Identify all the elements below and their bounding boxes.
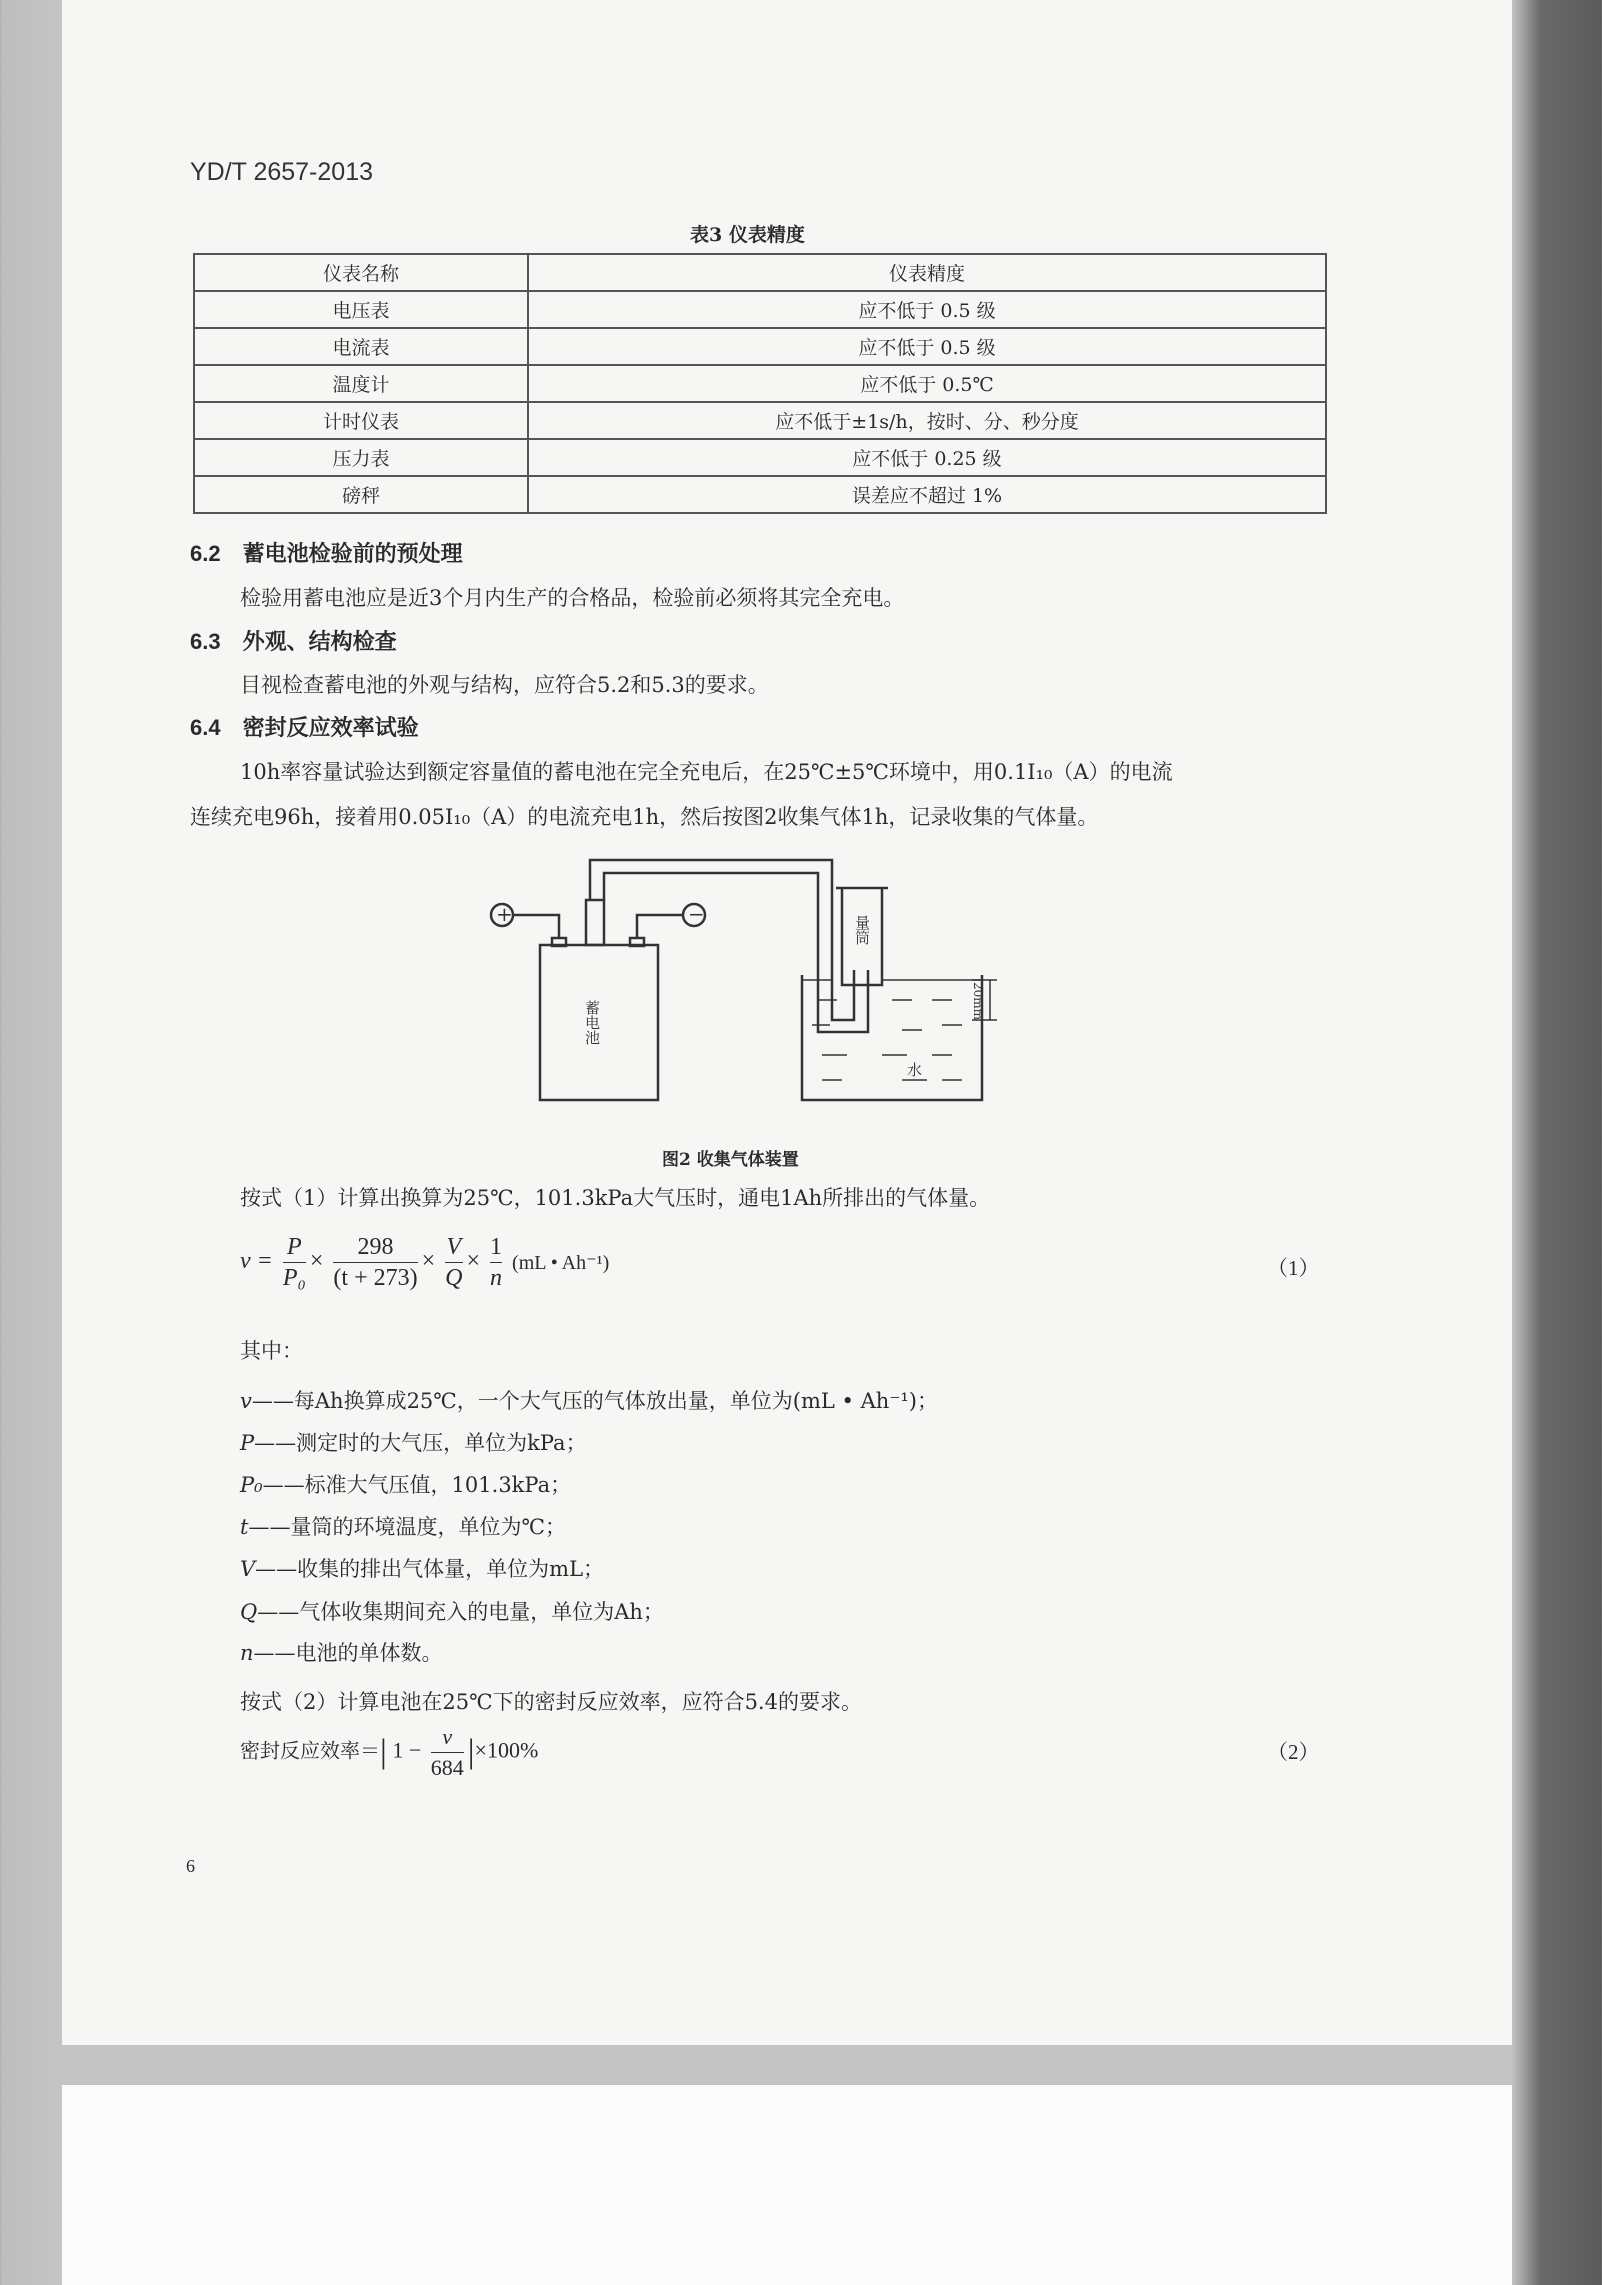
page-number: 6 (186, 1856, 195, 1876)
cell: 磅秤 (194, 476, 528, 513)
table-row (194, 328, 1326, 365)
terminal (630, 938, 644, 946)
equation-2-intro: 按式（2）计算电池在25℃下的密封反应效率，应符合5.4的要求。 (240, 1690, 862, 1714)
cell: 压力表 (194, 439, 528, 476)
cell: 应不低于 0.5 级 (528, 328, 1326, 365)
table-row (194, 402, 1326, 439)
table-caption: 表3 仪表精度 (690, 224, 805, 246)
definition-Q: Q——气体收集期间充入的电量，单位为Ah； (240, 1600, 664, 1624)
cell: 应不低于±1s/h，按时、分、秒分度 (528, 402, 1326, 439)
table-row (194, 365, 1326, 402)
standard-number: YD/T 2657-2013 (190, 158, 373, 186)
gas-collection-diagram (462, 840, 1102, 1110)
header-cell: 仪表精度 (528, 254, 1326, 291)
definition-n: n——电池的单体数。 (240, 1641, 443, 1665)
table-row (194, 476, 1326, 513)
definition-V: V——收集的排出气体量，单位为mL； (240, 1557, 605, 1581)
plus-label: + (496, 902, 513, 926)
table-header-row (194, 254, 1326, 291)
section-6-2-heading: 6.2 蓄电池检验前的预处理 (190, 541, 463, 566)
document-page (62, 0, 1512, 2045)
battery-label: 蓄电池 (583, 1000, 601, 1045)
where-label: 其中： (240, 1339, 303, 1363)
section-6-4-heading: 6.4 密封反应效率试验 (190, 715, 419, 740)
section-6-4-line2: 连续充电96h，接着用0.05I₁₀（A）的电流充电1h，然后按图2收集气体1h，记录收集的气体量。 (190, 805, 1099, 829)
equation-2-number: （2） (1267, 1740, 1320, 1764)
cell: 计时仪表 (194, 402, 528, 439)
section-6-3-heading: 6.3 外观、结构检查 (190, 629, 397, 654)
cell: 电压表 (194, 291, 528, 328)
section-6-4-line1: 10h率容量试验达到额定容量值的蓄电池在完全充电后，在25℃±5℃环境中，用0.1I₁₀（A）的电流 (240, 760, 1173, 784)
equation-1-number: （1） (1267, 1256, 1320, 1280)
water-label: 水 (907, 1061, 923, 1079)
equation-1: v = $\frac{P}{\text{P₀}}$ × $\frac{298}{(t + 273)}$ × $\frac{V}{Q}$ × $\frac{1}{n}$ (mL • Ah⁻¹) (240, 1234, 610, 1291)
water-tank (802, 975, 982, 1100)
cell: 温度计 (194, 365, 528, 402)
cylinder-label: 量筒 (853, 915, 871, 945)
definition-v: v——每Ah换算成25℃，一个大气压的气体放出量，单位为(mL • Ah⁻¹)； (240, 1389, 938, 1413)
definition-p: P——测定时的大气压，单位为kPa； (240, 1431, 587, 1455)
next-page (62, 2085, 1512, 2285)
equation-1-intro: 按式（1）计算出换算为25℃，101.3kPa大气压时，通电1Ah所排出的气体量。 (240, 1186, 991, 1210)
vent-plug (586, 900, 604, 945)
water-lines (812, 1000, 962, 1080)
table-row (194, 439, 1326, 476)
cell: 应不低于 0.5 级 (528, 291, 1326, 328)
cell: 误差应不超过 1% (528, 476, 1326, 513)
table-row (194, 291, 1326, 328)
definition-t: t——量筒的环境温度，单位为℃； (240, 1515, 566, 1539)
section-6-3-text: 目视检查蓄电池的外观与结构，应符合5.2和5.3的要求。 (240, 673, 769, 697)
cell: 应不低于 0.5℃ (528, 365, 1326, 402)
header-cell: 仪表名称 (194, 254, 528, 291)
equation-2: 密封反应效率＝| 1 − $\frac{v}{684}$ |×100% (240, 1724, 539, 1780)
cell: 应不低于 0.25 级 (528, 439, 1326, 476)
cell: 电流表 (194, 328, 528, 365)
instrument-accuracy-table (193, 253, 1327, 514)
minus-label: − (688, 902, 705, 926)
section-6-2-text: 检验用蓄电池应是近3个月内生产的合格品，检验前必须将其完全充电。 (240, 586, 905, 610)
figure-caption: 图2 收集气体装置 (662, 1150, 799, 1170)
terminal (552, 938, 566, 946)
definition-p0: P₀——标准大气压值，101.3kPa； (240, 1473, 572, 1497)
depth-label: 20mm (971, 982, 985, 1021)
